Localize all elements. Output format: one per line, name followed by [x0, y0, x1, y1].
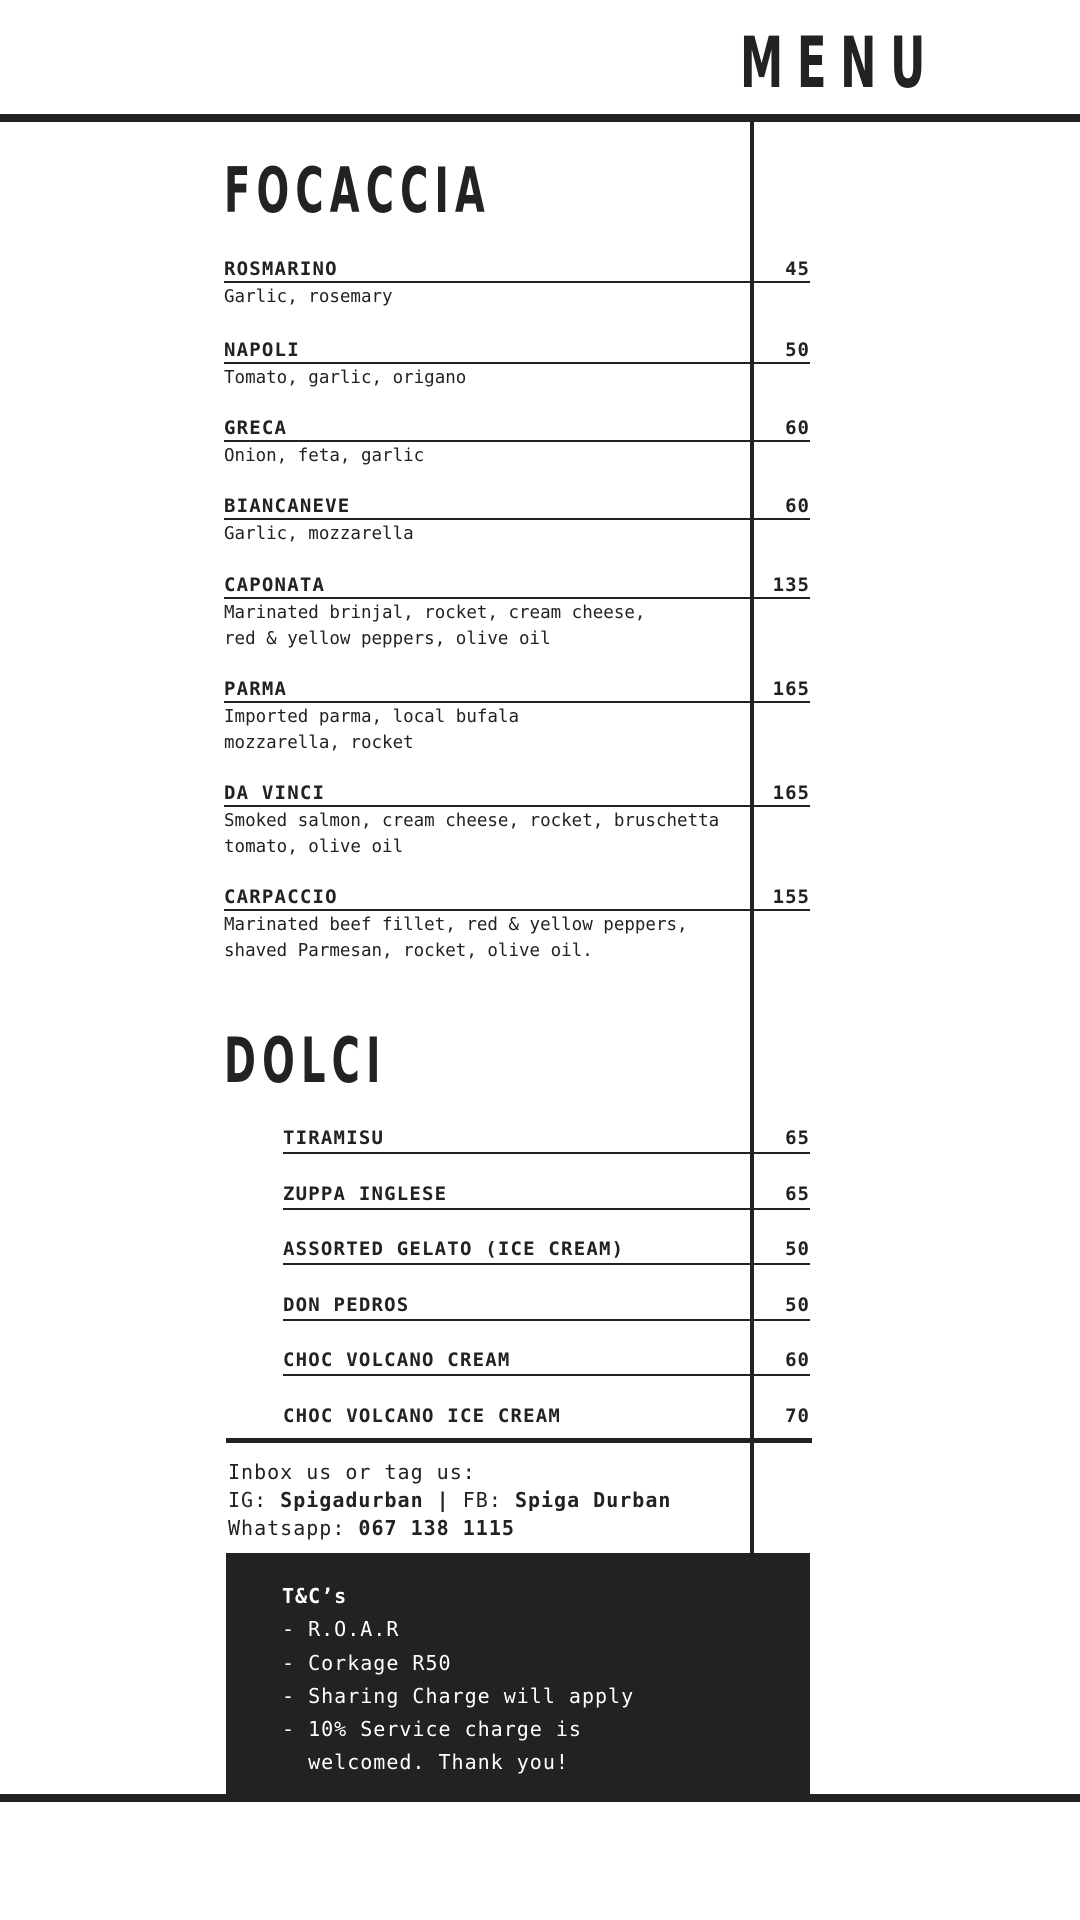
item-description: Onion, feta, garlic [224, 446, 425, 466]
item-name: CARPACCIO [224, 886, 338, 908]
item-name: CHOC VOLCANO ICE CREAM [283, 1405, 562, 1427]
item-description: Garlic, mozzarella [224, 524, 414, 544]
item-underline [224, 281, 810, 283]
item-name: ROSMARINO [224, 258, 338, 280]
terms-line: - Corkage R50 [282, 1651, 452, 1675]
item-underline [224, 805, 810, 807]
bottom-divider [0, 1794, 1080, 1802]
terms-line: - R.O.A.R [282, 1617, 400, 1641]
ig-handle: Spigadurban [280, 1488, 424, 1512]
item-name: CAPONATA [224, 574, 326, 596]
focaccia-heading: FOCACCIA [224, 154, 491, 227]
item-price: 60 [785, 1349, 810, 1371]
item-name: DA VINCI [224, 782, 326, 804]
separator: | [436, 1488, 450, 1512]
item-name: CHOC VOLCANO CREAM [283, 1349, 511, 1371]
item-underline [283, 1374, 810, 1376]
item-underline [224, 440, 810, 442]
item-name: GRECA [224, 417, 288, 439]
item-price: 65 [785, 1127, 810, 1149]
item-name: PARMA [224, 678, 288, 700]
item-description: Marinated brinjal, rocket, cream cheese, red & yellow peppers, olive oil [224, 603, 646, 649]
whatsapp-label: Whatsapp: [228, 1516, 346, 1540]
item-price: 50 [785, 339, 810, 361]
item-description: Smoked salmon, cream cheese, rocket, bruschetta tomato, olive oil [224, 811, 720, 857]
menu-title: MENU [740, 22, 939, 104]
item-description: Garlic, rosemary [224, 287, 393, 307]
fb-handle: Spiga Durban [514, 1488, 672, 1512]
ig-label: IG: [228, 1488, 268, 1512]
item-underline [283, 1208, 810, 1210]
item-price: 165 [772, 782, 810, 804]
item-price: 70 [785, 1405, 810, 1427]
item-underline [283, 1152, 810, 1154]
contact-social [228, 1490, 671, 1510]
item-price: 50 [785, 1238, 810, 1260]
item-price: 65 [785, 1183, 810, 1205]
item-underline [224, 701, 810, 703]
terms-line: - 10% Service charge is [282, 1717, 582, 1741]
terms-line: - Sharing Charge will apply [282, 1684, 635, 1708]
contact-whatsapp [228, 1518, 515, 1538]
item-description: Imported parma, local bufala mozzarella, rocket [224, 707, 520, 753]
item-underline [283, 1263, 810, 1265]
dolci-heading: DOLCI [224, 1024, 387, 1097]
item-price: 60 [785, 495, 810, 517]
item-underline [224, 597, 810, 599]
fb-label: FB: [462, 1488, 502, 1512]
item-price: 155 [772, 886, 810, 908]
dolci-bottom-divider [226, 1438, 812, 1443]
item-price: 165 [772, 678, 810, 700]
item-underline [224, 362, 810, 364]
top-divider [0, 114, 1080, 122]
item-name: ASSORTED GELATO (ICE CREAM) [283, 1238, 625, 1260]
item-description: Tomato, garlic, origano [224, 368, 467, 388]
contact-intro: Inbox us or tag us: [228, 1460, 476, 1484]
item-underline [224, 909, 810, 911]
item-price: 45 [785, 258, 810, 280]
item-name: TIRAMISU [283, 1127, 385, 1149]
terms-title: T&C’s [282, 1584, 348, 1608]
price-column-divider [750, 122, 754, 1554]
item-underline [283, 1319, 810, 1321]
item-name: BIANCANEVE [224, 495, 351, 517]
item-price: 50 [785, 1294, 810, 1316]
terms-line: welcomed. Thank you! [282, 1750, 569, 1774]
item-description: Marinated beef fillet, red & yellow peppers, shaved Parmesan, rocket, olive oil. [224, 915, 688, 961]
item-name: NAPOLI [224, 339, 300, 361]
item-price: 135 [772, 574, 810, 596]
item-price: 60 [785, 417, 810, 439]
item-name: DON PEDROS [283, 1294, 410, 1316]
whatsapp-number: 067 138 1115 [358, 1516, 515, 1540]
item-name: ZUPPA INGLESE [283, 1183, 448, 1205]
item-underline [224, 518, 810, 520]
